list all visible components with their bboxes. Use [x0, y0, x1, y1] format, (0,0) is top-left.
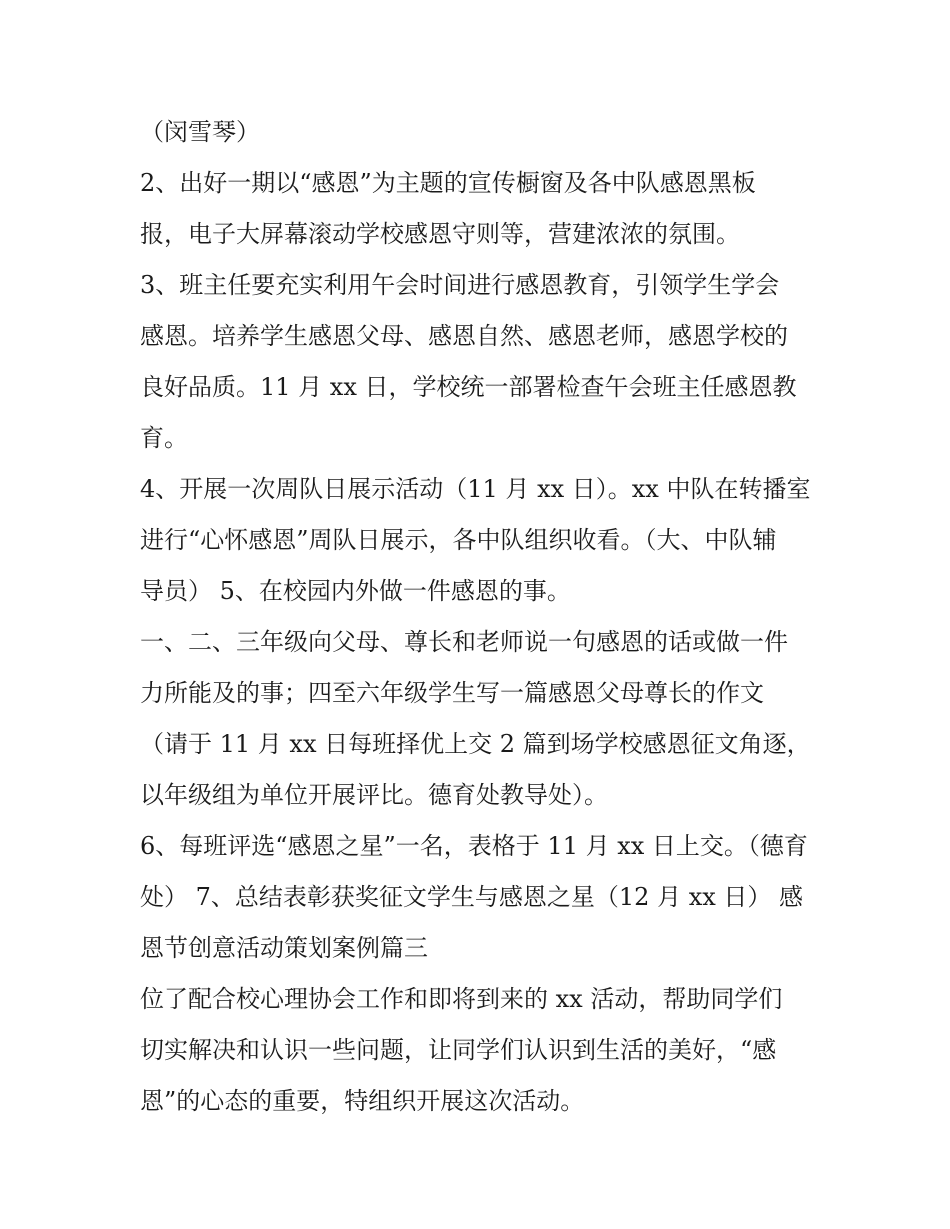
text-line: 6、每班评选“感恩之星”一名，表格于 11 月 xx 日上交。（德育 — [140, 832, 808, 860]
text-line: 4、开展一次周队日展示活动（11 月 xx 日）。xx 中队在转播室 — [140, 475, 811, 503]
text-line: 3、班主任要充实利用午会时间进行感恩教育，引领学生学会 — [140, 271, 780, 299]
text-line: 力所能及的事；四至六年级学生写一篇感恩父母尊长的作文 — [140, 679, 764, 707]
text-line: 报，电子大屏幕滚动学校感恩守则等，营建浓浓的氛围。 — [140, 220, 740, 248]
text-line: 以年级组为单位开展评比。德育处教导处）。 — [140, 781, 608, 809]
text-line: 恩”的心态的重要，特组织开展这次活动。 — [140, 1087, 585, 1115]
text-line: 进行“心怀感恩”周队日展示，各中队组织收看。（大、中队辅 — [140, 526, 777, 554]
text-line: 育。 — [140, 424, 188, 452]
text-line: （闵雪琴） — [140, 118, 260, 146]
text-line: 切实解决和认识一些问题，让同学们认识到生活的美好，“感 — [140, 1036, 777, 1064]
text-line: 恩节创意活动策划案例篇三 — [140, 934, 428, 962]
text-line: 感恩。培养学生感恩父母、感恩自然、感恩老师，感恩学校的 — [140, 322, 788, 350]
text-line: 良好品质。11 月 xx 日，学校统一部署检查午会班主任感恩教 — [140, 373, 797, 401]
text-line: 处） 7、总结表彰获奖征文学生与感恩之星（12 月 xx 日） 感 — [140, 883, 804, 911]
text-line: 一、二、三年级向父母、尊长和老师说一句感恩的话或做一件 — [140, 628, 788, 656]
text-line: 导员） 5、在校园内外做一件感恩的事。 — [140, 577, 571, 605]
text-line: 位了配合校心理协会工作和即将到来的 xx 活动，帮助同学们 — [140, 985, 783, 1013]
text-line: （请于 11 月 xx 日每班择优上交 2 篇到场学校感恩征文角逐， — [140, 730, 811, 758]
document-body — [140, 107, 820, 1127]
text-line: 2、出好一期以“感恩”为主题的宣传橱窗及各中队感恩黑板 — [140, 169, 756, 197]
